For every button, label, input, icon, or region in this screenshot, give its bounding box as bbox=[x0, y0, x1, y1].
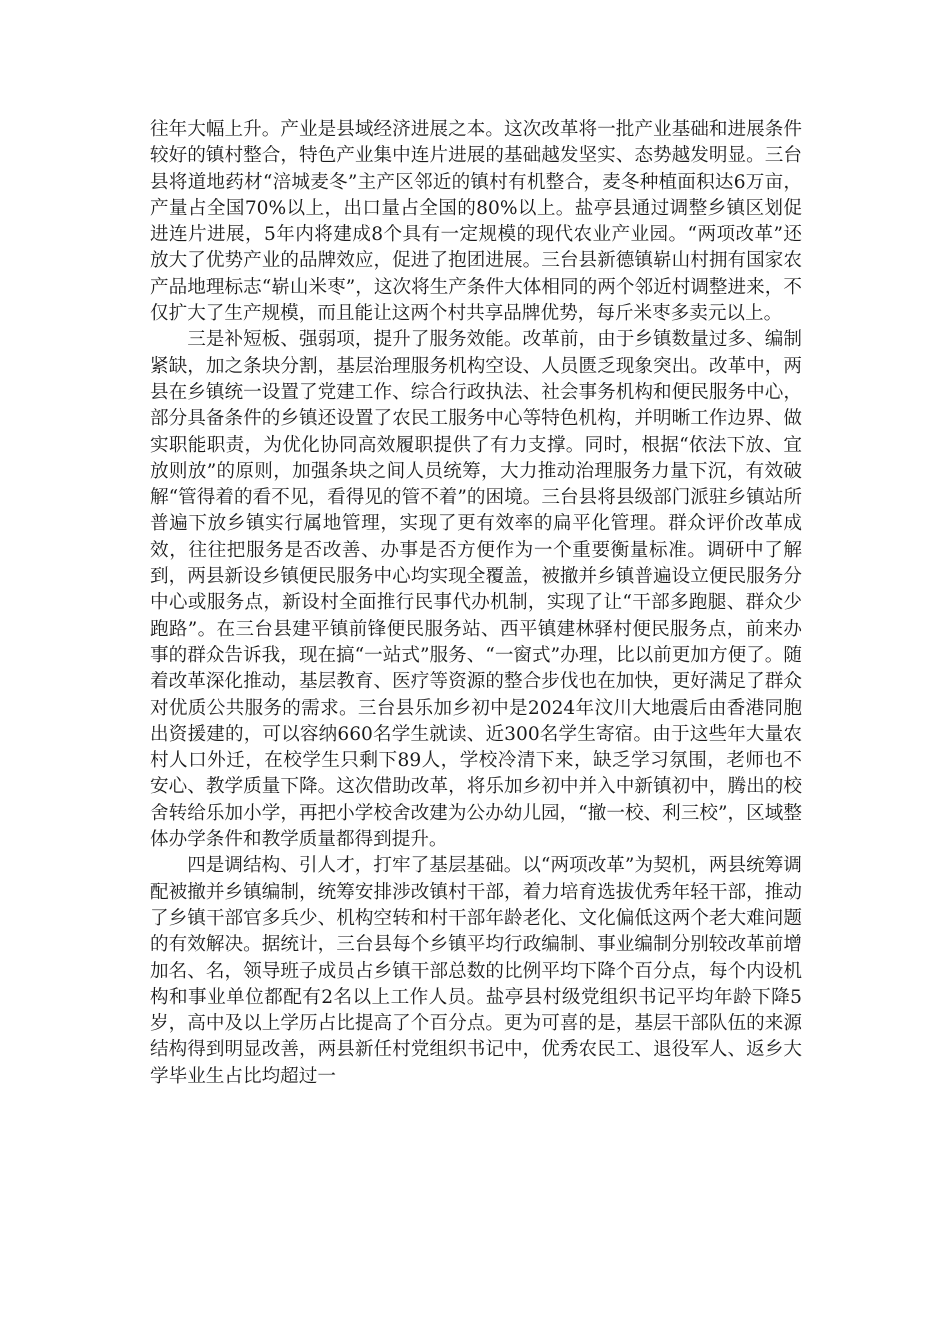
paragraph-industry: 往年大幅上升。产业是县域经济进展之本。这次改革将一批产业基础和进展条件较好的镇村整合，特色产业集中连片进展的基础越发坚实、态势越发明显。三台县将道地药材“涪城麦冬”主产区邻近的镇村有机整合，麦冬种植面积达6万亩，产量占全国70%以上，出口量占全国的80%以上。盐亭县通过调整乡镇区划促进连片进展，5年内将建成8个具有一定规模的现代农业产业园。“两项改革”还放大了优势产业的品牌效应，促进了抱团进展。三台县新德镇崭山村拥有国家农产品地理标志“崭山米枣”，这次将生产条件大体相同的两个邻近村调整进来，不仅扩大了生产规模，而且能让这两个村共享品牌优势，每斤米枣多卖元以上。 bbox=[150, 119, 802, 325]
document-body bbox=[150, 117, 802, 1090]
paragraph-structure-talent: 四是调结构、引人才，打牢了基层基础。以“两项改革”为契机，两县统筹调配被撤并乡镇编制，统筹安排涉改镇村干部，着力培育选拔优秀年轻干部，推动了乡镇干部官多兵少、机构空转和村干部年龄老化、文化偏低这两个老大难问题的有效解决。据统计，三台县每个乡镇平均行政编制、事业编制分别较改革前增加名、名，领导班子成员占乡镇干部总数的比例平均下降个百分点，每个内设机构和事业单位都配有2名以上工作人员。盐亭县村级党组织书记平均年龄下降5岁，高中及以上学历占比提高了个百分点。更为可喜的是，基层干部队伍的来源结构得到明显改善，两县新任村党组织书记中，优秀农民工、退役军人、返乡大学毕业生占比均超过一 bbox=[150, 855, 802, 1087]
paragraph-service-efficiency: 三是补短板、强弱项，提升了服务效能。改革前，由于乡镇数量过多、编制紧缺，加之条块分割，基层治理服务机构空设、人员匮乏现象突出。改革中，两县在乡镇统一设置了党建工作、综合行政执法、社会事务机构和便民服务中心，部分具备条件的乡镇还设置了农民工服务中心等特色机构，并明晰工作边界、做实职能职责，为优化协同高效履职提供了有力支撑。同时，根据“依法下放、宜放则放”的原则，加强条块之间人员统筹，大力推动治理服务力量下沉，有效破解“管得着的看不见，看得见的管不着”的困境。三台县将县级部门派驻乡镇站所普遍下放乡镇实行属地管理，实现了更有效率的扁平化管理。群众评价改革成效，往往把服务是否改善、办事是否方便作为一个重要衡量标准。调研中了解到，两县新设乡镇便民服务中心均实现全覆盖，被撤并乡镇普遍设立便民服务分中心或服务点，新设村全面推行民事代办机制，实现了让“干部多跑腿、群众少跑路”。在三台县建平镇前锋便民服务站、西平镇建林驿村便民服务点，前来办事的群众告诉我，现在搞“一站式”服务、“一窗式”办理，比以前更加方便了。随着改革深化推动，基层教育、医疗等资源的整合步伐也在加快，更好满足了群众对优质公共服务的需求。三台县乐加乡初中是2024年汶川大地震后由香港同胞出资援建的，可以容纳660名学生就读、近300名学生寄宿。由于这些年大量农村人口外迁，在校学生只剩下89人，学校冷清下来，缺乏学习氛围，老师也不安心、教学质量下降。这次借助改革，将乐加乡初中并入中新镇初中，腾出的校舍转给乐加小学，再把小学校舍改建为公办幼儿园，“撤一校、利三校”，区域整体办学条件和教学质量都得到提升。 bbox=[150, 329, 802, 851]
